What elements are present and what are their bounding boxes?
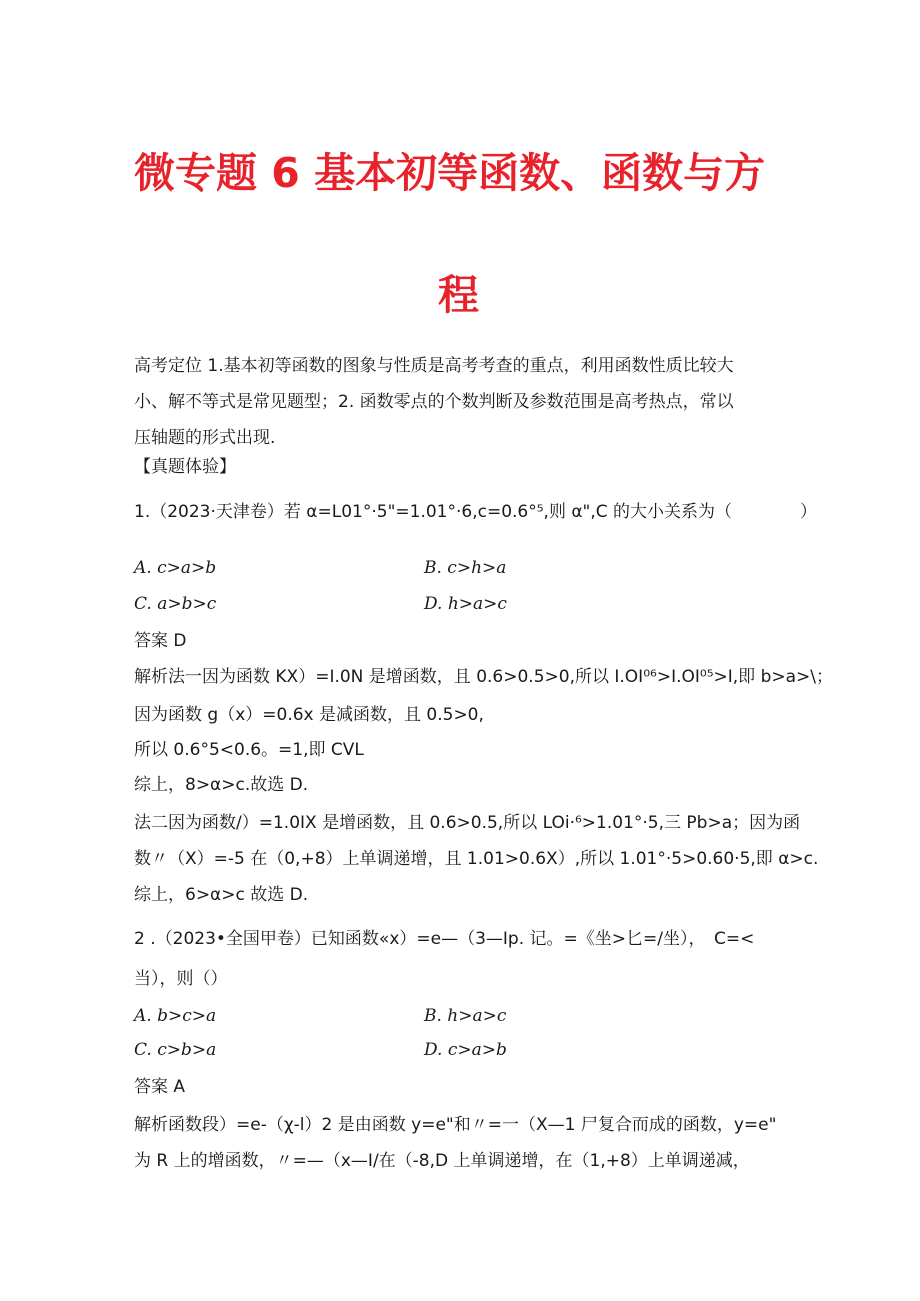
q1-analysis-line: 因为函数 g（x）=0.6x 是减函数，且 0.5>0, [134, 705, 484, 725]
q2-analysis-line: 解析函数段）=e-（χ-l）2 是由函数 y=e"和〃=一（X—1 尸复合而成的函数，y=e" [134, 1115, 777, 1135]
intro-line-3: 压轴题的形式出现. [134, 428, 276, 448]
q1-analysis-line: 数〃（X）=-5 在（0,+8）上单调递增，且 1.01>0.6X）,所以 1.01°·5>0.60·5,即 α>c. [134, 849, 819, 869]
intro-line-1: 高考定位 1.基本初等函数的图象与性质是高考考查的重点，利用函数性质比较大 [134, 356, 734, 376]
question-1-stem: 1.（2023·天津卷）若 α=L01°·5"=1.01°·6,c=0.6°⁵,则 α",C 的大小关系为（ ） [134, 502, 818, 522]
page-title-line-2: 程 [438, 271, 479, 319]
q1-analysis-line: 所以 0.6°5<0.6。=1,即 CVL [134, 740, 364, 760]
q1-analysis-line: 法二因为函数/）=1.0IX 是增函数，且 0.6>0.5,所以 LOi·⁶>1.01°·5,三 Pb>a；因为函 [134, 813, 801, 833]
question-2-stem-line-2: 当），则（） [134, 969, 228, 989]
q1-analysis-line: 综上，6>α>c 故选 D. [134, 885, 309, 905]
q2-analysis-line: 为 R 上的增函数，〃=—（x—I/在（-8,D 上单调递增，在（1,+8）上单调递减， [134, 1151, 750, 1171]
intro-line-2: 小、解不等式是常见题型；2. 函数零点的个数判断及参数范围是高考热点，常以 [134, 392, 734, 412]
q1-option-d: D. h>a>c [424, 594, 507, 614]
q1-analysis-line: 综上，8>α>c.故选 D. [134, 775, 309, 795]
q2-option-c: C. c>b>a [134, 1040, 217, 1060]
page-title-line-1: 微专题 6 基本初等函数、函数与方 [134, 149, 766, 197]
q1-answer: 答案 D [134, 631, 187, 651]
question-2-stem-line-1: 2 .（2023•全国甲卷）已知函数«x）=e—（3—Ip. 记。=《坐>匕=/坐）， C=< [134, 929, 755, 949]
q1-option-a: A. c>a>b [134, 558, 217, 578]
section-heading: 【真题体验】 [134, 457, 236, 477]
q2-option-a: A. b>c>a [134, 1006, 217, 1026]
q2-option-b: B. h>a>c [424, 1006, 507, 1026]
q2-option-d: D. c>a>b [424, 1040, 507, 1060]
q1-option-b: B. c>h>a [424, 558, 507, 578]
q2-answer: 答案 A [134, 1077, 186, 1097]
q1-analysis-line: 解析法一因为函数 KX）=I.0N 是增函数，且 0.6>0.5>0,所以 I.OI⁰⁶>I.OI⁰⁵>I,即 b>a>\； [134, 667, 833, 687]
q1-option-c: C. a>b>c [134, 594, 217, 614]
